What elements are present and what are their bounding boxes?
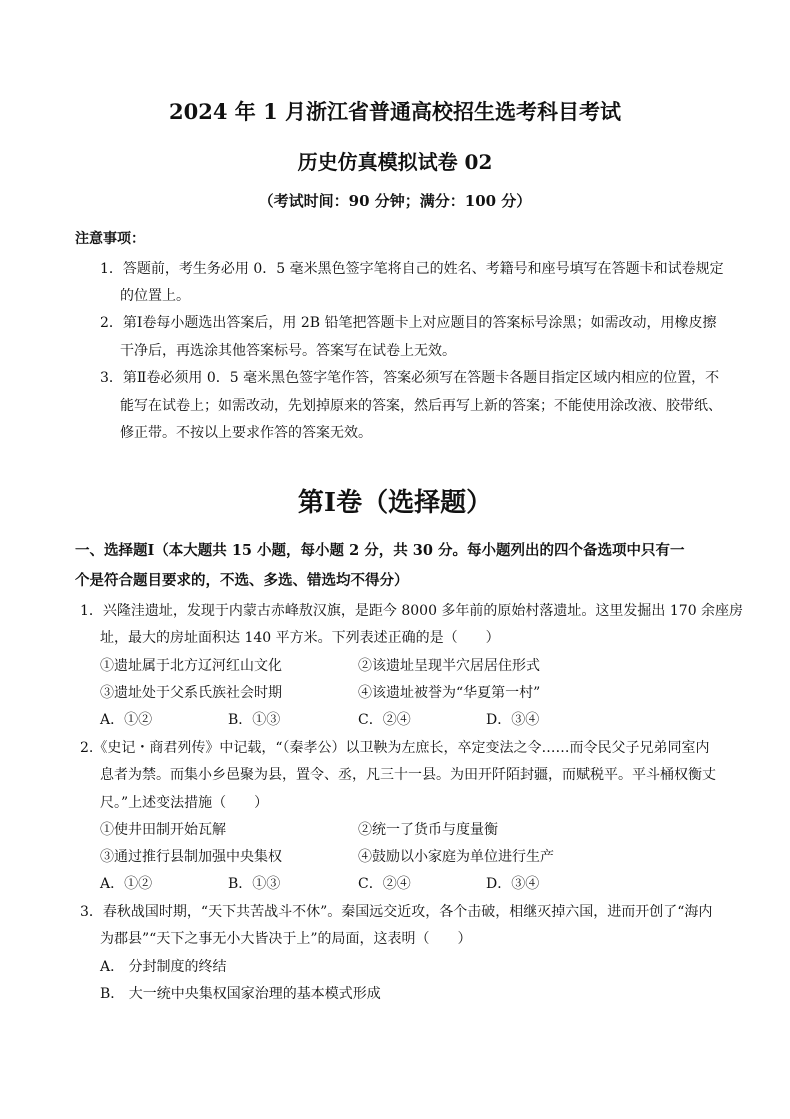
question-1-stem-line-1: 1．兴隆洼遗址，发现于内蒙古赤峰敖汉旗，是距今 8000 多年前的原始村落遗址。这里发掘出 170 余座房 — [80, 603, 744, 619]
question-1-statement-3: ③遗址处于父系氏族社会时期 — [100, 685, 282, 701]
notice-item-2-line-1: 2．第Ⅰ卷每小题选出答案后，用 2B 铅笔把答题卡上对应题目的答案标号涂黑；如需改动，用橡皮擦 — [100, 315, 717, 331]
question-2-option-b[interactable]: B．①③ — [228, 876, 281, 892]
question-1-statement-2: ②该遗址呈现半穴居居住形式 — [358, 658, 540, 674]
question-2-statement-4: ④鼓励以小家庭为单位进行生产 — [358, 849, 554, 865]
notice-item-1-line-2: 的位置上。 — [120, 288, 190, 304]
notice-item-1-line-1: 1．答题前，考生务必用 0．5 毫米黑色签字笔将自己的姓名、考籍号和座号填写在答题卡和试卷规定 — [100, 261, 724, 277]
question-3-option-b[interactable]: B． 大一统中央集权国家治理的基本模式形成 — [100, 986, 381, 1002]
question-2-statement-1: ①使井田制开始瓦解 — [100, 822, 226, 838]
question-2-statement-2: ②统一了货币与度量衡 — [358, 822, 498, 838]
question-2-stem-line-1: 2.《史记・商君列传》中记载，“（秦孝公）以卫鞅为左庶长，卒定变法之令……而令民父子兄弟同室内 — [80, 740, 710, 756]
question-1-option-b[interactable]: B．①③ — [228, 712, 281, 728]
question-2-stem-line-3: 尺。”上述变法措施（ ） — [100, 795, 269, 811]
question-2-option-a[interactable]: A．①② — [100, 876, 153, 892]
paper-subtitle: 历史仿真模拟试卷 02 — [297, 150, 493, 174]
section-title: 第Ⅰ卷（选择题） — [297, 488, 493, 518]
question-1-statement-1: ①遗址属于北方辽河红山文化 — [100, 658, 282, 674]
notice-item-3-line-3: 修正带。不按以上要求作答的答案无效。 — [120, 425, 372, 441]
question-1-option-c[interactable]: C．②④ — [358, 712, 411, 728]
notice-item-3-line-2: 能写在试卷上；如需改动，先划掉原来的答案，然后再写上新的答案；不能使用涂改液、胶带纸、 — [120, 398, 722, 414]
question-3-option-a[interactable]: A． 分封制度的终结 — [100, 959, 227, 975]
part-instructions-line-1: 一、选择题Ⅰ（本大题共 15 小题，每小题 2 分，共 30 分。每小题列出的四个备选项中只有一 — [75, 542, 685, 559]
notice-heading: 注意事项： — [75, 231, 145, 247]
question-2-option-d[interactable]: D．③④ — [486, 876, 540, 892]
part-instructions-line-2: 个是符合题目要求的，不选、多选、错选均不得分） — [75, 572, 409, 589]
notice-item-2-line-2: 干净后，再选涂其他答案标号。答案写在试卷上无效。 — [120, 343, 456, 359]
question-1-option-d[interactable]: D．③④ — [486, 712, 540, 728]
question-3-stem-line-2: 为郡县”“天下之事无小大皆决于上”的局面，这表明（ ） — [100, 931, 472, 947]
question-2-option-c[interactable]: C．②④ — [358, 876, 411, 892]
question-2-stem-line-2: 息者为禁。而集小乡邑聚为县，置令、丞，凡三十一县。为田开阡陌封疆，而赋税平。平斗桶权衡丈 — [100, 767, 716, 783]
question-1-option-a[interactable]: A．①② — [100, 712, 153, 728]
question-2-statement-3: ③通过推行县制加强中央集权 — [100, 849, 282, 865]
question-1-statement-4: ④该遗址被誉为“华夏第一村” — [358, 685, 541, 701]
question-1-stem-line-2: 址，最大的房址面积达 140 平方米。下列表述正确的是（ ） — [100, 630, 500, 646]
notice-item-3-line-1: 3．第Ⅱ卷必须用 0．5 毫米黑色签字笔作答，答案必须写在答题卡各题目指定区域内相应的位置，不 — [100, 370, 720, 386]
exam-title: 2024 年 1 月浙江省普通高校招生选考科目考试 — [169, 99, 621, 124]
question-3-stem-line-1: 3．春秋战国时期，“天下共苦战斗不休”。秦国远交近攻，各个击破，相继灭掉六国，进而开创了“海内 — [80, 904, 713, 920]
exam-info: （考试时间：90 分钟；满分：100 分） — [258, 192, 532, 210]
